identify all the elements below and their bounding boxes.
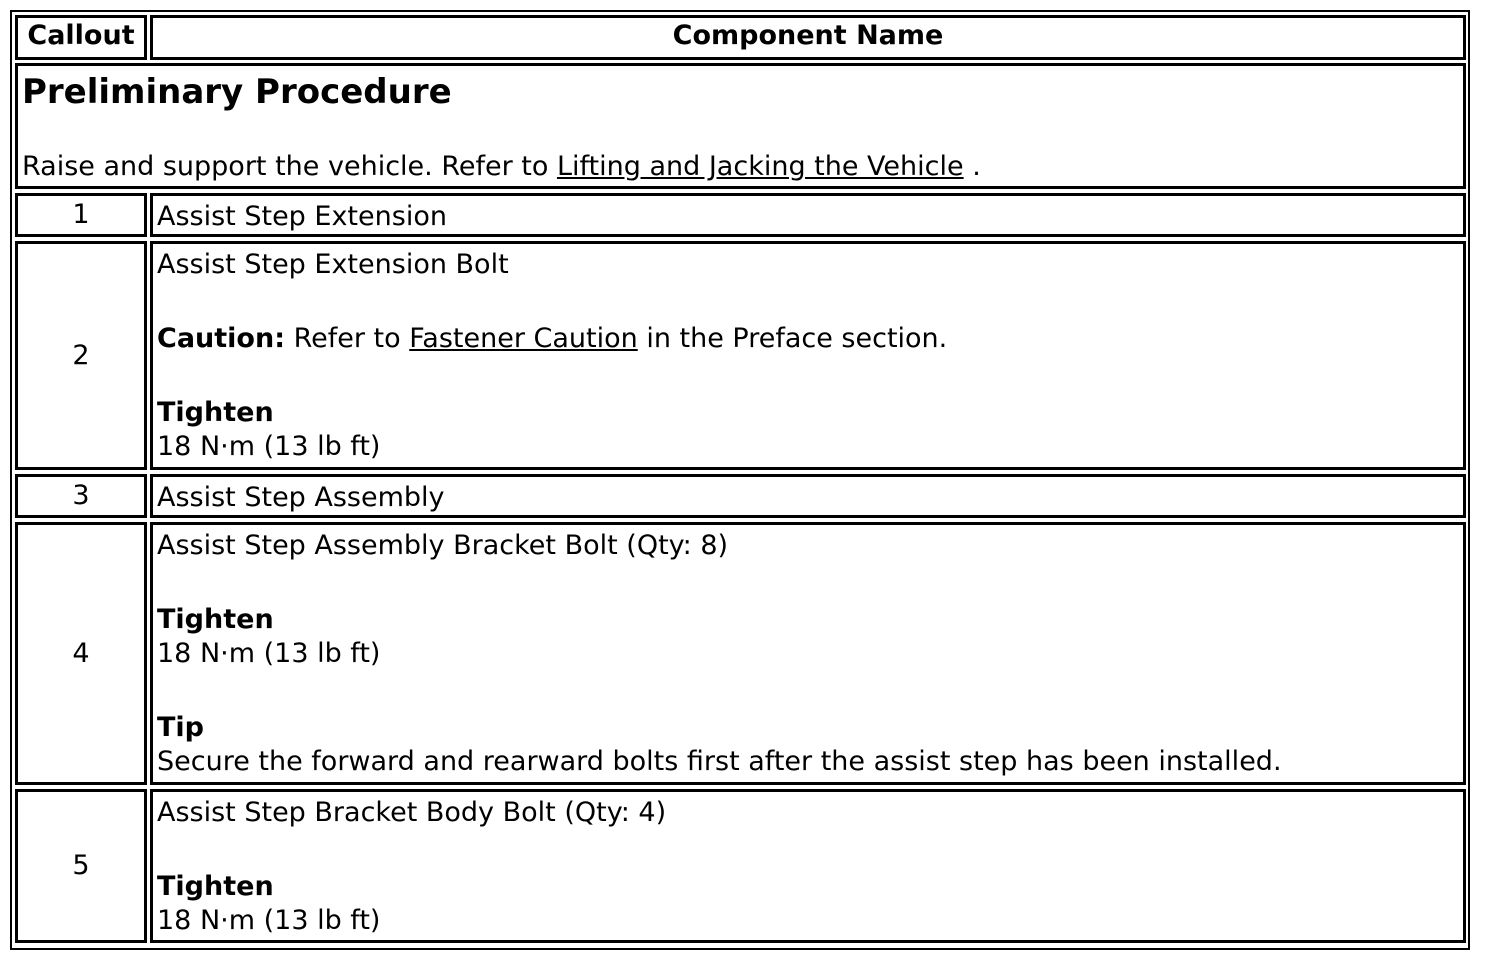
preliminary-text-before: Raise and support the vehicle. Refer to [22,151,557,182]
tip-label: Tip [157,712,204,743]
callout-5: 5 [15,789,147,943]
component-name-4 [150,522,1466,785]
lifting-and-jacking-link[interactable]: Lifting and Jacking the Vehicle [556,151,964,182]
component-name-1 [150,193,1466,237]
torque-value-2: 18 N·m (13 lb ft) [157,431,381,462]
preliminary-procedure-title: Preliminary Procedure [22,72,452,112]
component-name-3-text: Assist Step Assembly [157,482,445,513]
callout-1: 1 [15,193,147,237]
callout-3: 3 [15,474,147,518]
preliminary-procedure-text [22,150,1463,184]
tip-text: Secure the forward and rearward bolts first after the assist step has been installed. [157,746,1282,777]
component-name-2 [150,241,1466,470]
preliminary-procedure-cell [15,63,1466,189]
callout-column-header: Callout [15,15,147,60]
component-name-3 [150,474,1466,518]
component-name-1-text: Assist Step Extension [157,201,447,232]
caution-line [157,322,1463,356]
component-name-5-text: Assist Step Bracket Body Bolt (Qty: 4) [157,797,667,828]
preliminary-text-after: . [963,151,981,182]
torque-value-4: 18 N·m (13 lb ft) [157,638,381,669]
caution-text-before: Refer to [285,323,410,354]
tighten-label-4: Tighten [157,604,274,635]
component-name-5 [150,789,1466,943]
torque-value-5: 18 N·m (13 lb ft) [157,905,381,936]
callout-2: 2 [15,241,147,470]
caution-text-after: in the Preface section. [637,323,948,354]
component-name-column-header: Component Name [150,15,1466,60]
tighten-label-5: Tighten [157,871,274,902]
fastener-caution-link[interactable]: Fastener Caution [409,323,638,354]
tighten-label-2: Tighten [157,397,274,428]
component-name-2-text: Assist Step Extension Bolt [157,249,509,280]
component-name-4-text: Assist Step Assembly Bracket Bolt (Qty: 8) [157,530,729,561]
callout-4: 4 [15,522,147,785]
caution-label: Caution: [157,323,285,354]
